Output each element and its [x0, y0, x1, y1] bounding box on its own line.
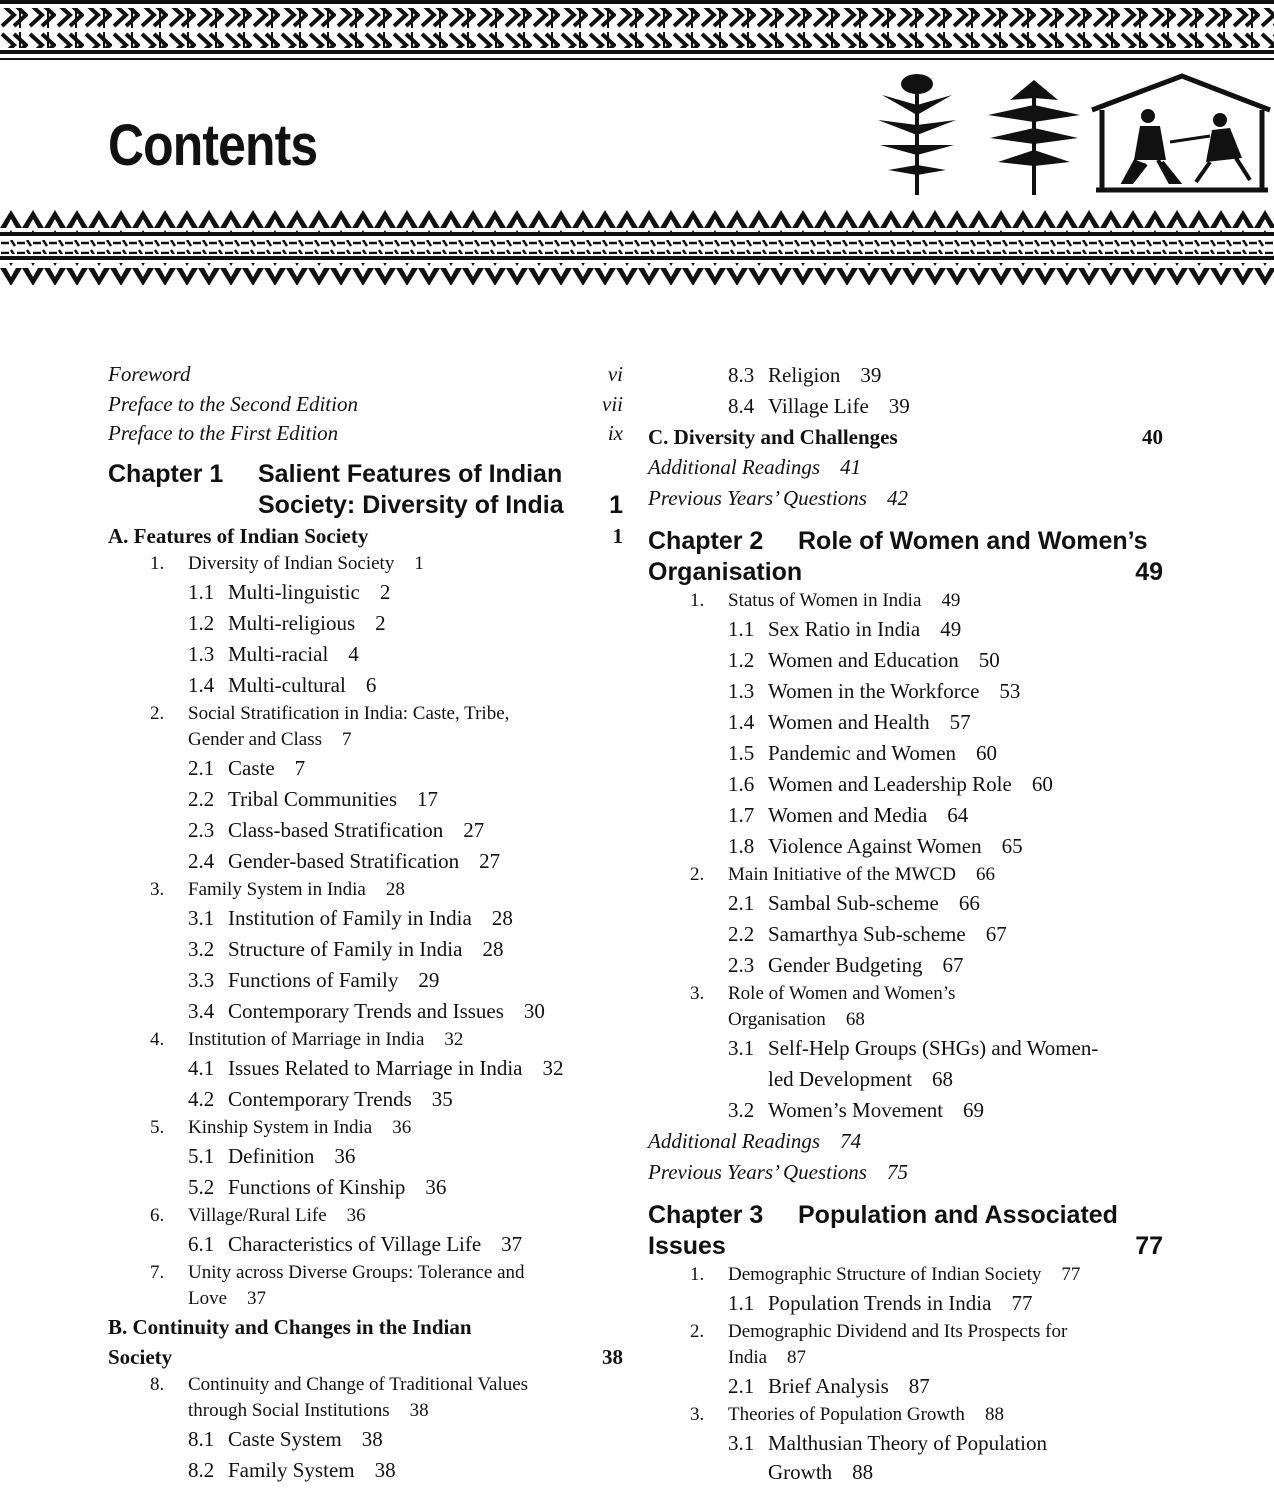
toc-entry[interactable]: 2.3 Class-based Stratification 27 — [188, 817, 485, 842]
toc-entry[interactable]: 3.4 Contemporary Trends and Issues 30 — [188, 998, 545, 1023]
front-matter-entry[interactable]: Preface to the Second Edition vii — [108, 391, 623, 416]
toc-entry-continued[interactable]: Gender and Class 7 — [188, 728, 352, 750]
toc-entry[interactable]: 1. Status of Women in India 49 — [690, 590, 961, 611]
chapter-2-heading[interactable]: Chapter 2 Role of Women and Women’s Organisation 49 — [648, 527, 1163, 586]
toc-entry[interactable]: 1.1 Multi-linguistic 2 — [188, 579, 391, 604]
chapter-3-heading[interactable]: Chapter 3 Population and Associated Issues 77 — [648, 1201, 1163, 1260]
toc-entry[interactable]: 2.2 Tribal Communities 17 — [188, 786, 438, 811]
toc-entry-continued[interactable]: led Development 68 — [768, 1067, 954, 1091]
top-decorative-border — [0, 0, 1274, 64]
toc-entry[interactable]: 1. Demographic Structure of Indian Society 77 — [690, 1264, 1081, 1285]
toc-entry[interactable]: 1.8 Violence Against Women 65 — [728, 834, 1023, 858]
toc-entry[interactable]: 1.4 Women and Health 57 — [728, 710, 971, 734]
toc-entry[interactable]: 2.2 Samarthya Sub-scheme 67 — [728, 922, 1007, 946]
toc-entry[interactable]: 4.2 Contemporary Trends 35 — [188, 1086, 453, 1111]
additional-readings-entry[interactable]: Additional Readings 41 — [648, 455, 862, 479]
toc-entry[interactable]: 1.2 Women and Education 50 — [728, 648, 1000, 672]
toc-entry[interactable]: 8.2 Family System 38 — [188, 1457, 396, 1482]
additional-readings-entry[interactable]: Additional Readings 74 — [648, 1129, 862, 1153]
toc-entry[interactable]: 3.3 Functions of Family 29 — [188, 967, 440, 992]
toc-entry[interactable]: 1.6 Women and Leadership Role 60 — [728, 772, 1053, 796]
previous-years-questions-entry[interactable]: Previous Years’ Questions 42 — [648, 486, 908, 510]
section-c-heading[interactable]: C. Diversity and Challenges 40 — [648, 425, 1163, 449]
toc-entry[interactable]: 2. Social Stratification in India: Caste, Tribe, — [150, 702, 510, 724]
toc-entry[interactable]: 6. Village/Rural Life 36 — [150, 1204, 366, 1226]
contents-right-column — [648, 360, 1163, 1485]
toc-entry[interactable]: 4.1 Issues Related to Marriage in India 32 — [188, 1055, 564, 1080]
toc-entry[interactable]: 3.2 Structure of Family in India 28 — [188, 936, 504, 961]
toc-entry[interactable]: 3. Role of Women and Women’s — [690, 983, 956, 1004]
tree-left-icon — [878, 74, 956, 195]
toc-entry[interactable]: 1.1 Sex Ratio in India 49 — [728, 617, 962, 641]
toc-entry[interactable]: 2.4 Gender-based Stratification 27 — [188, 848, 501, 873]
front-matter-entry[interactable]: Foreword vi — [108, 362, 623, 386]
front-matter — [108, 360, 623, 449]
toc-entry-continued[interactable]: through Social Institutions 38 — [188, 1399, 429, 1421]
toc-entry[interactable]: 4. Institution of Marriage in India 32 — [150, 1028, 464, 1050]
toc-entry[interactable]: 3.1 Self-Help Groups (SHGs) and Women- — [728, 1036, 1099, 1060]
toc-entry[interactable]: 1. Diversity of Indian Society 1 — [150, 552, 424, 574]
toc-entry[interactable]: 2.1 Caste 7 — [188, 755, 306, 780]
toc-entry[interactable]: 1.1 Population Trends in India 77 — [728, 1291, 1033, 1315]
toc-entry-continued[interactable]: Organisation 68 — [728, 1009, 865, 1030]
toc-entry[interactable]: 1.4 Multi-cultural 6 — [188, 672, 377, 697]
figures-icon — [1124, 109, 1250, 182]
toc-entry[interactable]: 2.1 Brief Analysis 87 — [728, 1374, 930, 1398]
toc-entry[interactable]: 8.1 Caste System 38 — [188, 1426, 383, 1451]
toc-entry[interactable]: 8. Continuity and Change of Traditional Values — [150, 1373, 529, 1395]
toc-entry[interactable]: 2.3 Gender Budgeting 67 — [728, 953, 964, 977]
chapter-1-heading[interactable]: Chapter 1 Salient Features of Indian Society: Diversity of India 1 — [108, 459, 623, 519]
toc-entry[interactable]: 2.1 Sambal Sub-scheme 66 — [728, 891, 980, 915]
page-title: Contents — [108, 113, 318, 178]
toc-entry[interactable]: 7. Unity across Diverse Groups: Tolerance and — [150, 1261, 525, 1283]
toc-entry[interactable]: 2. Main Initiative of the MWCD 66 — [690, 864, 995, 885]
toc-entry-continued[interactable]: Growth 88 — [768, 1460, 874, 1484]
section-a-heading[interactable]: A. Features of Indian Society 1 — [108, 523, 623, 548]
toc-entry[interactable]: 2. Demographic Dividend and Its Prospects for — [690, 1321, 1068, 1342]
toc-entry-continued[interactable]: Love 37 — [188, 1287, 267, 1309]
previous-years-questions-entry[interactable]: Previous Years’ Questions 75 — [648, 1160, 908, 1184]
toc-entry[interactable]: 1.3 Multi-racial 4 — [188, 641, 359, 666]
toc-entry[interactable]: 8.3 Religion 39 — [728, 363, 882, 387]
front-matter-entry[interactable]: Preface to the First Edition ix — [108, 421, 623, 445]
toc-entry-continued[interactable]: India 87 — [728, 1347, 807, 1368]
toc-entry[interactable]: 5.2 Functions of Kinship 36 — [188, 1174, 447, 1199]
section-b-heading-continued[interactable]: Society 38 — [108, 1344, 623, 1369]
tree-right-icon — [988, 80, 1080, 195]
toc-entry[interactable]: 3.1 Institution of Family in India 28 — [188, 905, 513, 930]
tribal-art-illustration — [870, 70, 1274, 200]
toc-entry[interactable]: 5.1 Definition 36 — [188, 1143, 356, 1168]
middle-decorative-border — [0, 208, 1274, 300]
toc-entry[interactable]: 3.2 Women’s Movement 69 — [728, 1098, 985, 1122]
toc-entry[interactable]: 3. Family System in India 28 — [150, 878, 405, 900]
toc-entry[interactable]: 1.7 Women and Media 64 — [728, 803, 969, 827]
toc-entry[interactable]: 1.5 Pandemic and Women 60 — [728, 741, 998, 765]
toc-entry[interactable]: 3. Theories of Population Growth 88 — [690, 1404, 1004, 1425]
toc-entry[interactable]: 8.4 Village Life 39 — [728, 394, 910, 418]
toc-entry[interactable]: 5. Kinship System in India 36 — [150, 1116, 412, 1138]
contents-left-column — [108, 360, 623, 1486]
toc-entry[interactable]: 1.3 Women in the Workforce 53 — [728, 679, 1021, 703]
toc-entry[interactable]: 1.2 Multi-religious 2 — [188, 610, 386, 635]
toc-entry[interactable]: 3.1 Malthusian Theory of Population — [728, 1431, 1047, 1455]
section-b-heading[interactable]: B. Continuity and Changes in the Indian — [108, 1314, 472, 1339]
toc-entry[interactable]: 6.1 Characteristics of Village Life 37 — [188, 1231, 523, 1256]
